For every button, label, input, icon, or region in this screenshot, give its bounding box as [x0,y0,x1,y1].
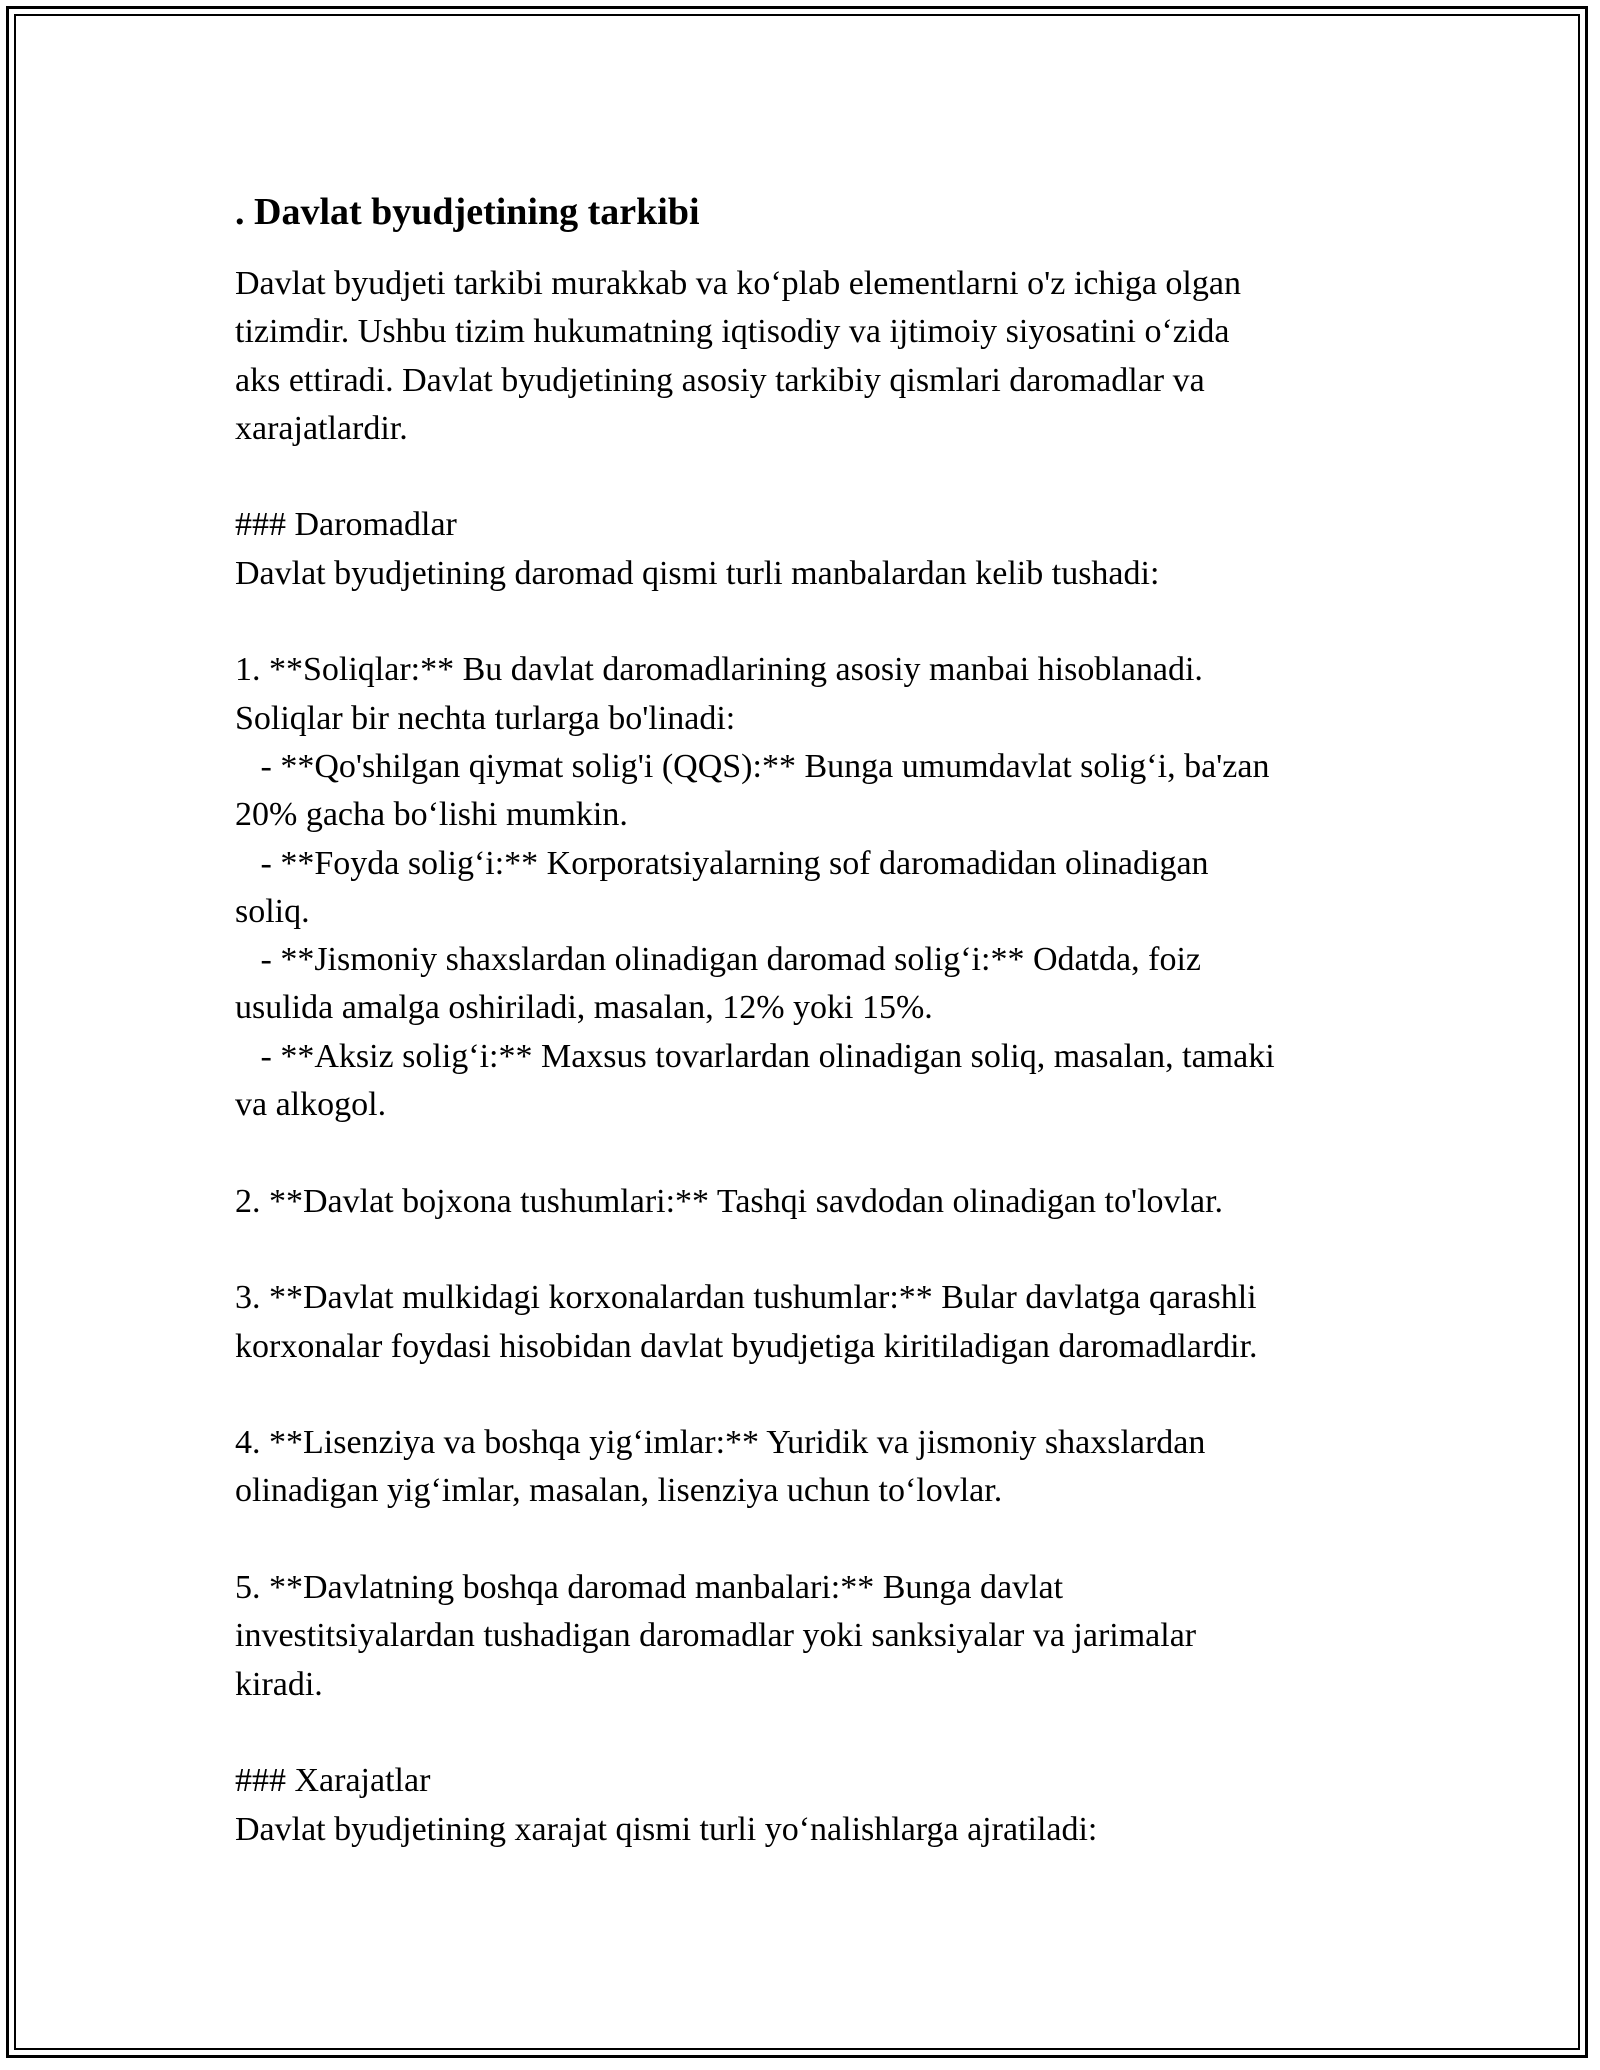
blank-line [235,1226,1385,1274]
text-line: 1. **Soliqlar:** Bu davlat daromadlarining asosiy manbai hisoblanadi. [235,651,1203,689]
blank-line [235,1709,1385,1757]
text-line: tizimdir. Ushbu tizim hukumatning iqtisodiy va ijtimoiy siyosatini o‘zida [235,313,1230,351]
text-line: usulida amalga oshiriladi, masalan, 12% yoki 15%. [235,989,933,1027]
blank-line [235,598,1385,646]
text-line: Davlat byudjetining daromad qismi turli manbalardan kelib tushadi: [235,554,1160,592]
blank-line [235,1129,1385,1177]
document-text [235,260,1385,1854]
text-line: ### Daromadlar [235,506,457,544]
blank-line [235,1516,1385,1564]
text-line: 2. **Davlat bojxona tushumlari:** Tashqi savdodan olinadigan to'lovlar. [235,1182,1224,1220]
text-line: va alkogol. [235,1086,387,1124]
blank-line [235,453,1385,501]
text-line: - **Jismoniy shaxslardan olinadigan daromad solig‘i:** Odatda, foiz [235,941,1201,979]
text-line: ### Xarajatlar [235,1762,431,1800]
text-line: investitsiyalardan tushadigan daromadlar yoki sanksiyalar va jarimalar [235,1617,1197,1655]
text-line: aks ettiradi. Davlat byudjetining asosiy tarkibiy qismlari daromadlar va [235,361,1205,399]
document-body [235,188,1385,1854]
text-line: olinadigan yig‘imlar, masalan, lisenziya uchun to‘lovlar. [235,1472,1003,1510]
text-line: - **Qo'shilgan qiymat solig'i (QQS):** Bunga umumdavlat solig‘i, ba'zan [235,747,1270,785]
text-line: Soliqlar bir nechta turlarga bo'linadi: [235,699,736,737]
document-title: . Davlat byudjetining tarkibi [235,191,700,233]
text-line: Davlat byudjetining xarajat qismi turli yo‘nalishlarga ajratiladi: [235,1810,1098,1848]
text-line: 20% gacha bo‘lishi mumkin. [235,796,628,834]
text-line: - **Aksiz solig‘i:** Maxsus tovarlardan olinadigan soliq, masalan, tamaki [235,1037,1275,1075]
text-line: 3. **Davlat mulkidagi korxonalardan tushumlar:** Bular davlatga qarashli [235,1279,1257,1317]
text-line: - **Foyda solig‘i:** Korporatsiyalarning sof daromadidan olinadigan [235,844,1209,882]
text-line: xarajatlardir. [235,409,408,447]
text-line: 5. **Davlatning boshqa daromad manbalari:** Bunga davlat [235,1569,1064,1607]
text-line: Davlat byudjeti tarkibi murakkab va ko‘plab elementlarni o'z ichiga olgan [235,265,1241,302]
text-line: soliq. [235,892,310,930]
blank-line [235,1371,1385,1419]
text-line: korxonalar foydasi hisobidan davlat byudjetiga kiritiladigan daromadlardir. [235,1327,1258,1365]
text-line: kiradi. [235,1665,323,1703]
text-line: 4. **Lisenziya va boshqa yig‘imlar:** Yuridik va jismoniy shaxslardan [235,1424,1206,1462]
